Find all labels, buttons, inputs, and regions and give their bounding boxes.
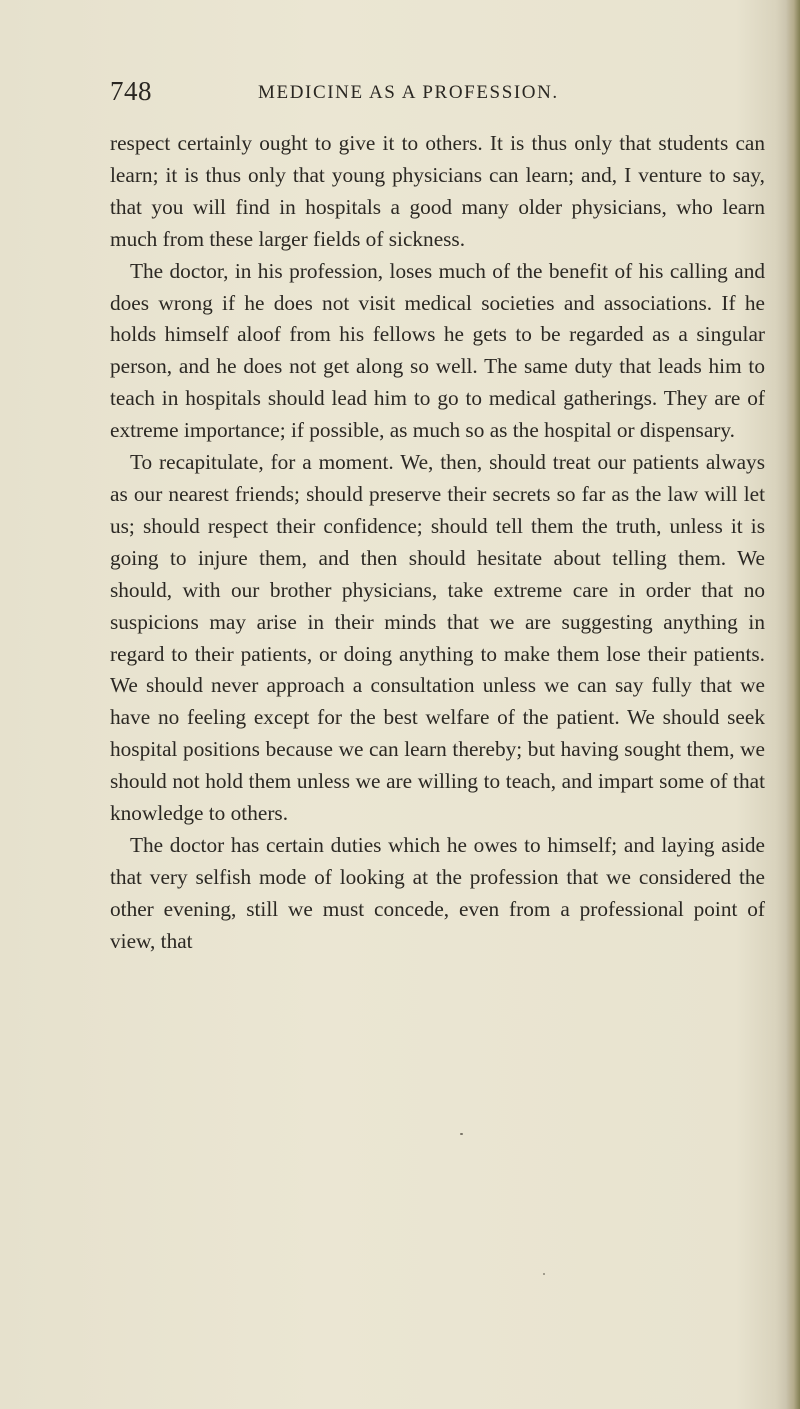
running-head: MEDICINE AS A PROFESSION.: [258, 82, 559, 103]
paragraph-recapitulate: To recapitulate, for a moment. We, then, should treat our patients always as our nearest friends; should preserve their secrets so far as the law will let us; should respect their confidence; should tell them the truth, unless it is going to injure them, and then should hesitate about telling them. We should, with our brother physicians, take extreme care in order that no suspicions may arise in their minds that we are suggesting anything in regard to their patients, or doing anything to make them lose their patients. We should never approach a consultation unless we can say fully that we have no feeling except for the best welfare of the patient. We should seek hospital positions because we can learn thereby; but having sought them, we should not hold them unless we are willing to teach, and impart some of that knowledge to others.: [110, 450, 765, 826]
body-text: [110, 128, 765, 958]
page-header: [110, 70, 760, 110]
paper-speck: [460, 1133, 463, 1135]
paragraph-duties-to-himself: The doctor has certain duties which he owes to himself; and laying aside that very selfish mode of looking at the profession that we considered the other evening, still we must concede, even from a professional point of view, that: [110, 832, 765, 953]
page-number: 748: [110, 76, 152, 106]
paragraph-continued: respect certainly ought to give it to others. It is thus only that students can learn; it is thus only that young physicians can learn; and, I venture to say, that you will find in hospitals a good many older physicians, who learn much from these larger fields of sickness.: [110, 131, 765, 251]
paragraph-medical-societies: The doctor, in his profession, loses much of the benefit of his calling and does wrong if he does not visit medical societies and associations. If he holds himself aloof from his fellows he gets to be regarded as a singular person, and he does not get along so well. The same duty that leads him to teach in hospitals should lead him to go to medical gatherings. They are of extreme importance; if possible, as much so as the hospital or dispensary.: [110, 258, 765, 443]
page-edge-shadow: [786, 0, 800, 1409]
paper-speck: [543, 1273, 545, 1275]
